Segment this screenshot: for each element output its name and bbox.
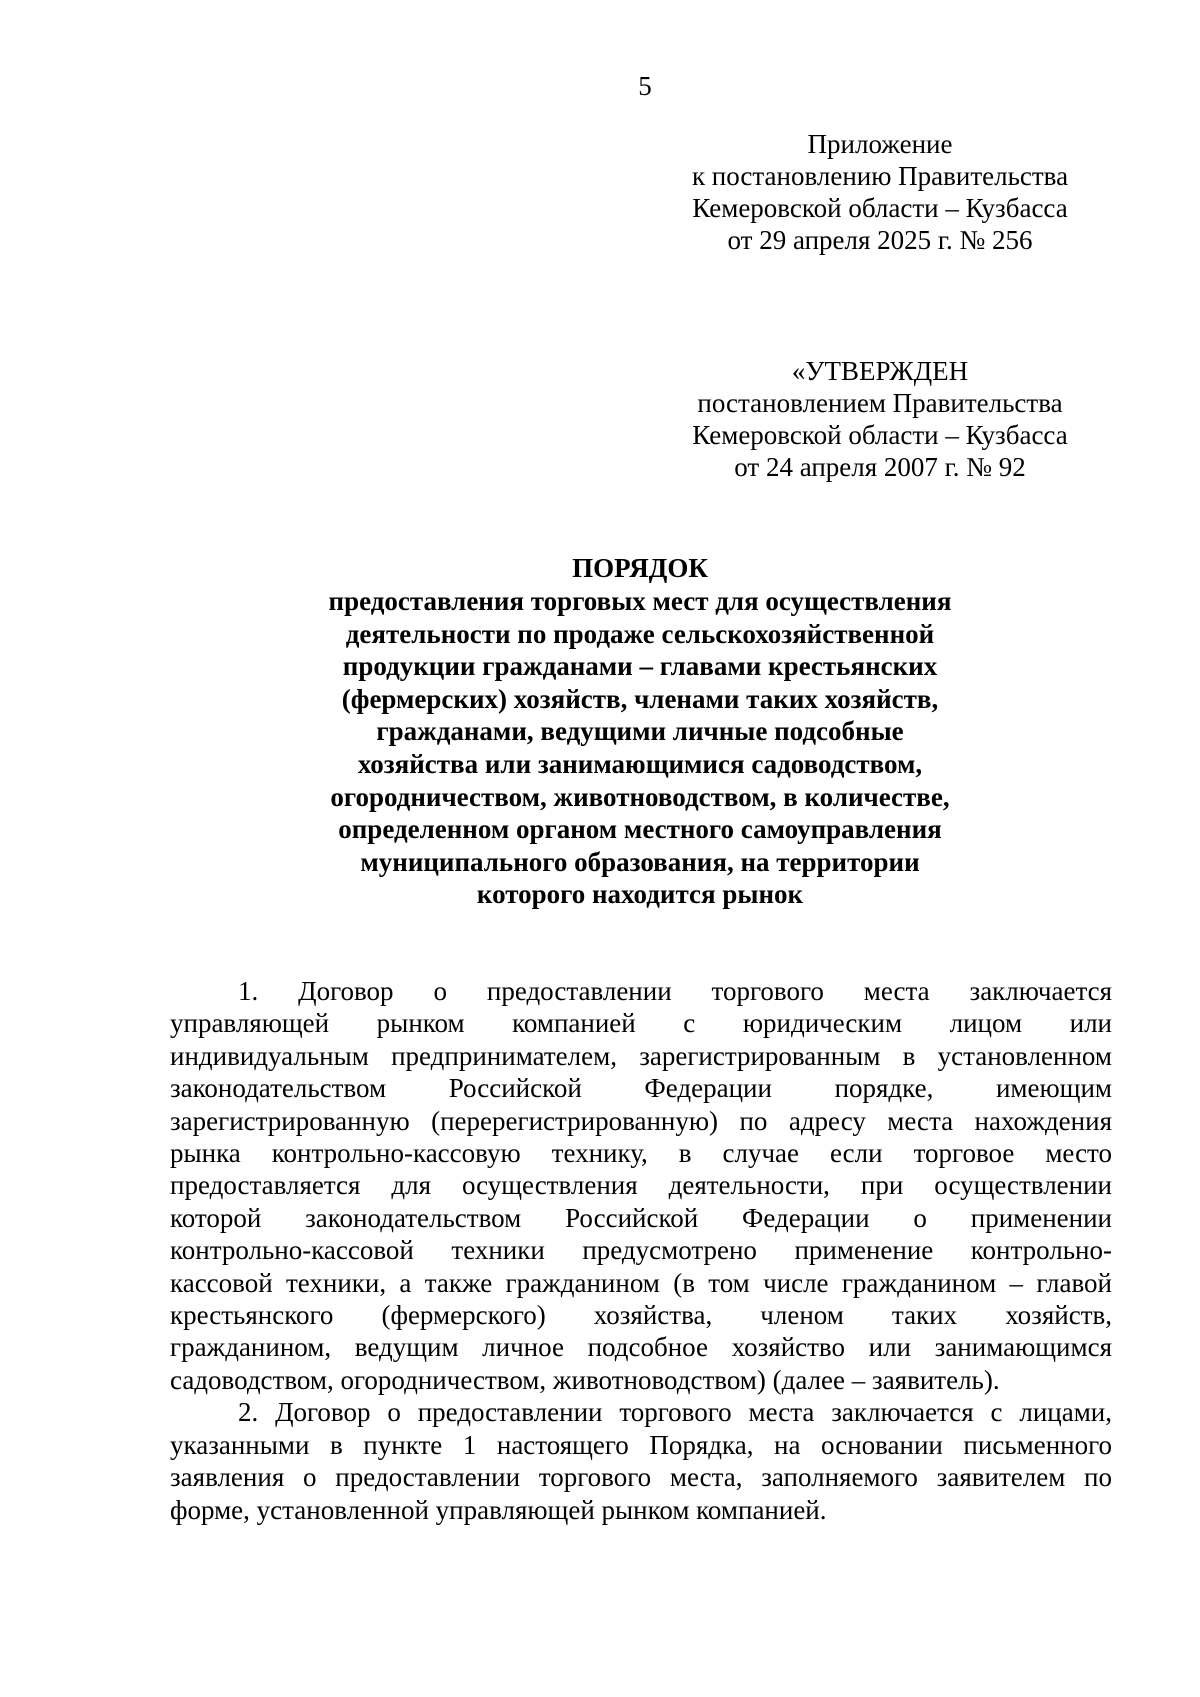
paragraph-line: 2. Договор о предоставлении торгового места заключается с лицами, [238, 1397, 1112, 1428]
paragraph-line: гражданином, ведущим личное подсобное хозяйство или занимающимся [170, 1332, 1112, 1363]
paragraph-1 [170, 975, 1112, 1396]
appendix-line: Кемеровской области – Кузбасса [692, 193, 1068, 223]
page-number: 5 [638, 71, 652, 101]
paragraph-line: кассовой техники, а также гражданином (в том числе гражданином – главой [170, 1267, 1112, 1298]
paragraph-line: предоставляется для осуществления деятельности, при осуществлении [170, 1170, 1112, 1201]
subtitle-line: продукции гражданами – главами крестьянских [342, 651, 938, 682]
subtitle-line: муниципального образования, на территории [360, 846, 920, 877]
approval-line: Кемеровской области – Кузбасса [692, 420, 1068, 450]
subtitle-line: (фермерских) хозяйств, членами таких хозяйств, [341, 683, 939, 714]
paragraph-line: индивидуальным предпринимателем, зарегистрированным в установленном [170, 1040, 1112, 1071]
document-title: ПОРЯДОК [572, 553, 708, 583]
appendix-line: Приложение [807, 129, 953, 159]
approval-line: постановлением Правительства [697, 388, 1063, 418]
appendix-line: к постановлению Правительства [691, 161, 1069, 191]
subtitle-line: которого находится рынок [476, 879, 804, 910]
approval-line: от 24 апреля 2007 г. № 92 [734, 452, 1026, 482]
approval-line: «УТВЕРЖДЕН [791, 356, 969, 386]
paragraph-2 [170, 1396, 1112, 1526]
paragraph-line: рынка контрольно-кассовую технику, в случае если торговое место [170, 1138, 1112, 1169]
subtitle-line: гражданами, ведущими личные подсобные [376, 716, 904, 747]
appendix-line: от 29 апреля 2025 г. № 256 [727, 225, 1033, 255]
subtitle-line: деятельности по продаже сельскохозяйственной [345, 618, 935, 649]
document-subtitle [280, 585, 1000, 911]
appendix-block [655, 128, 1105, 256]
paragraph-line: заявления о предоставлении торгового места, заполняемого заявителем по [170, 1462, 1112, 1493]
paragraph-line: которой законодательством Российской Федерации о применении [170, 1202, 1112, 1233]
paragraph-line: контрольно-кассовой техники предусмотрено применение контрольно- [170, 1235, 1112, 1266]
subtitle-line: предоставления торговых мест для осуществления [328, 586, 952, 616]
paragraph-line: крестьянского (фермерского) хозяйства, членом таких хозяйств, [170, 1300, 1112, 1331]
subtitle-line: хозяйства или занимающимися садоводством, [357, 748, 923, 779]
paragraph-line: управляющей рынком компанией с юридическим лицом или [170, 1008, 1112, 1039]
document-body [170, 975, 1112, 1526]
approval-block [655, 355, 1105, 483]
paragraph-line: законодательством Российской Федерации порядке, имеющим [170, 1073, 1112, 1104]
subtitle-line: огородничеством, животноводством, в количестве, [330, 781, 950, 812]
paragraph-line: зарегистрированную (перерегистрированную) по адресу места нахождения [170, 1105, 1112, 1136]
paragraph-line: форме, установленной управляющей рынком компанией. [170, 1494, 827, 1525]
paragraph-line: садоводством, огородничеством, животноводством) (далее – заявитель). [170, 1364, 1000, 1395]
paragraph-line: указанными в пункте 1 настоящего Порядка, на основании письменного [170, 1429, 1112, 1460]
paragraph-line: 1. Договор о предоставлении торгового места заключается [238, 976, 1112, 1006]
subtitle-line: определенном органом местного самоуправления [338, 814, 942, 845]
